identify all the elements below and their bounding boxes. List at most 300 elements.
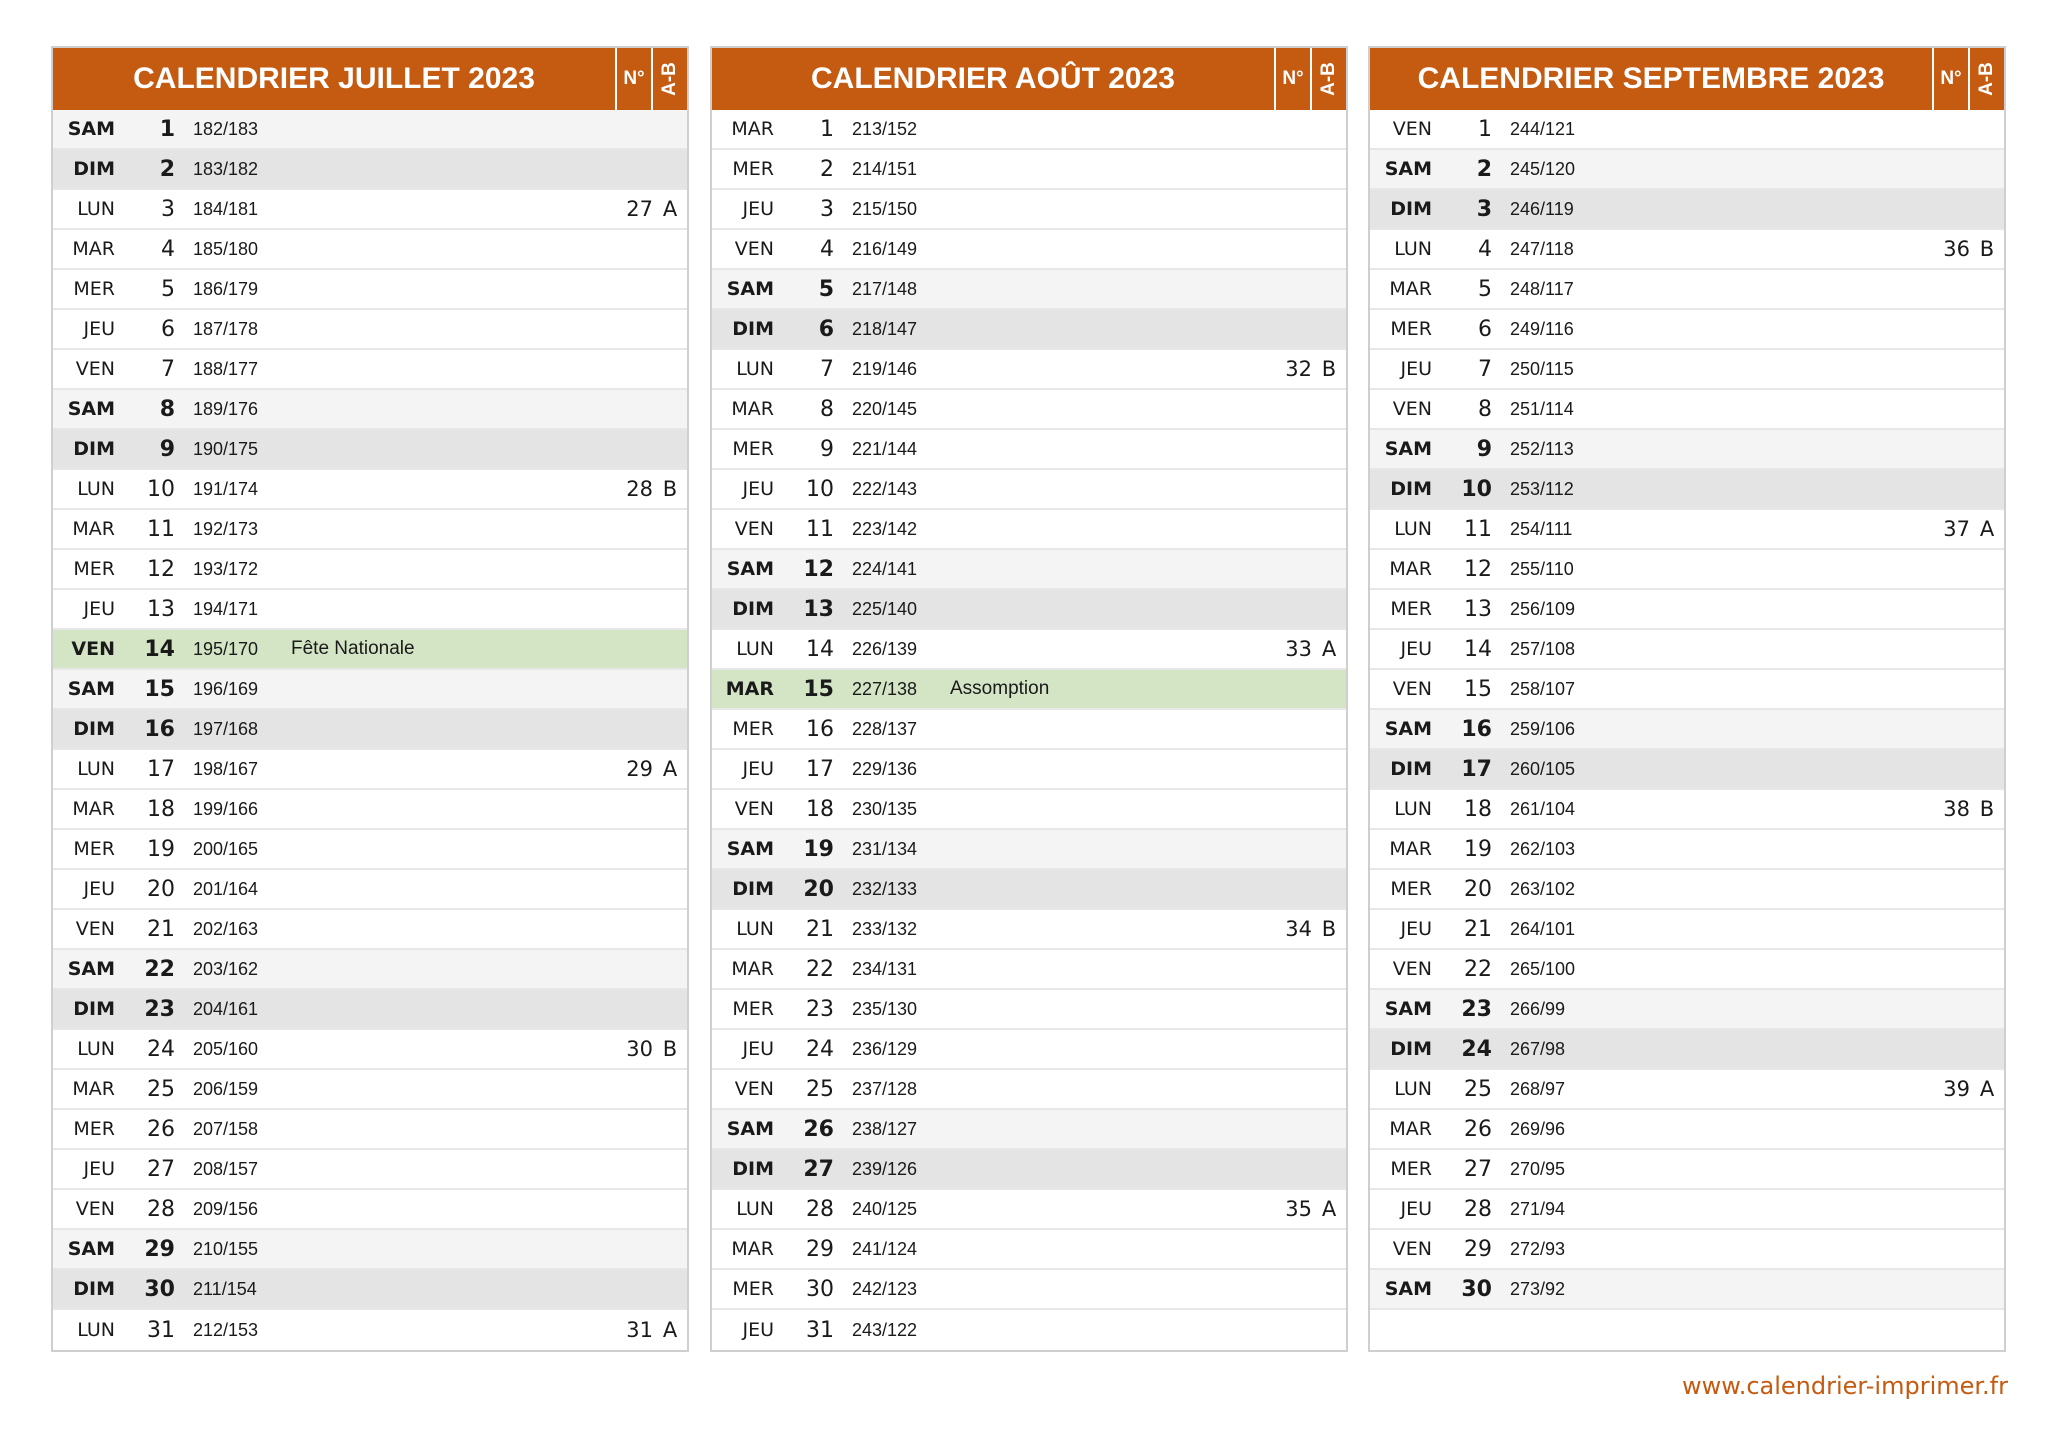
day-of-year: 211/154 [193, 1278, 257, 1299]
day-of-week: MER [1390, 598, 1432, 620]
day-number: 5 [1478, 276, 1492, 302]
month-title: CALENDRIER JUILLET 2023 [133, 62, 535, 95]
day-of-year: 267/98 [1510, 1038, 1566, 1059]
day-of-year: 185/180 [193, 238, 259, 259]
day-of-year: 210/155 [193, 1238, 259, 1259]
day-of-week: MER [732, 438, 774, 460]
day-number: 26 [147, 1116, 175, 1142]
day-number: 30 [144, 1276, 175, 1302]
day-number: 10 [147, 476, 175, 502]
day-of-year: 201/164 [193, 878, 259, 899]
day-row [1370, 750, 2004, 790]
week-ab: A [662, 757, 678, 781]
day-row [1370, 1070, 2004, 1110]
day-of-year: 183/182 [193, 158, 259, 179]
day-of-year: 266/99 [1510, 998, 1566, 1019]
day-row [1370, 270, 2004, 310]
day-row [53, 870, 687, 910]
day-row [1370, 470, 2004, 510]
day-of-year: 236/129 [852, 1038, 918, 1059]
day-row [1370, 390, 2004, 430]
day-number: 23 [806, 996, 834, 1022]
day-number: 1 [820, 116, 834, 142]
day-of-week: JEU [83, 1158, 115, 1180]
week-ab: B [662, 1037, 678, 1061]
day-number: 30 [806, 1276, 834, 1302]
day-of-week: SAM [1384, 718, 1432, 740]
day-row [712, 830, 1346, 870]
day-number: 19 [147, 836, 175, 862]
day-row [53, 1150, 687, 1190]
day-number: 15 [1464, 676, 1492, 702]
day-of-year: 232/133 [852, 878, 918, 899]
day-rows [712, 110, 1346, 1350]
day-number: 26 [1464, 1116, 1492, 1142]
day-of-year: 257/108 [1510, 638, 1576, 659]
day-of-year: 252/113 [1510, 438, 1574, 459]
week-number: 35 [1285, 1197, 1312, 1221]
day-row [712, 1230, 1346, 1270]
day-number: 5 [161, 276, 175, 302]
day-of-year: 206/159 [193, 1078, 259, 1099]
day-of-year: 226/139 [852, 638, 918, 659]
day-number: 16 [1461, 716, 1492, 742]
day-number: 16 [144, 716, 175, 742]
day-of-year: 273/92 [1510, 1278, 1566, 1299]
day-of-week: SAM [726, 838, 774, 860]
day-of-year: 263/102 [1510, 878, 1576, 899]
day-number: 24 [147, 1036, 175, 1062]
day-row [1370, 1030, 2004, 1070]
day-of-week: MER [73, 558, 115, 580]
day-row [53, 1270, 687, 1310]
day-row [1370, 670, 2004, 710]
day-of-week: VEN [734, 1078, 774, 1100]
day-of-week: MER [732, 158, 774, 180]
day-row [53, 910, 687, 950]
day-of-week: JEU [742, 1319, 774, 1341]
day-of-year: 222/143 [852, 478, 918, 499]
day-of-week: MER [1390, 878, 1432, 900]
day-row [712, 590, 1346, 630]
day-rows [53, 110, 687, 1350]
day-row [1370, 990, 2004, 1030]
day-of-week: JEU [1400, 638, 1432, 660]
day-of-year: 229/136 [852, 758, 918, 779]
day-number: 28 [147, 1196, 175, 1222]
day-of-year: 233/132 [852, 918, 918, 939]
day-of-week: JEU [83, 598, 115, 620]
day-row [53, 1190, 687, 1230]
day-of-year: 219/146 [852, 358, 918, 379]
day-row [712, 990, 1346, 1030]
day-row [1370, 710, 2004, 750]
day-row [53, 550, 687, 590]
day-number: 19 [803, 836, 834, 862]
day-number: 31 [147, 1317, 175, 1343]
day-row [1370, 1310, 2004, 1350]
day-row [1370, 1110, 2004, 1150]
day-of-year: 208/157 [193, 1158, 259, 1179]
day-of-year: 269/96 [1510, 1118, 1566, 1139]
day-row [1370, 790, 2004, 830]
day-of-year: 243/122 [852, 1319, 918, 1340]
day-row [1370, 510, 2004, 550]
week-number: 33 [1285, 637, 1312, 661]
day-of-week: JEU [742, 758, 774, 780]
day-number: 19 [1464, 836, 1492, 862]
day-of-week: LUN [77, 478, 115, 500]
day-of-week: VEN [71, 638, 115, 660]
day-row [1370, 910, 2004, 950]
day-rows [1370, 110, 2004, 1350]
day-of-year: 270/95 [1510, 1158, 1566, 1179]
day-of-week: LUN [77, 1319, 115, 1341]
day-of-week: MAR [731, 1238, 774, 1260]
day-row [1370, 830, 2004, 870]
day-of-week: LUN [1394, 798, 1432, 820]
day-number: 25 [1464, 1076, 1492, 1102]
day-row [53, 1030, 687, 1070]
day-of-year: 227/138 [852, 678, 918, 699]
day-of-year: 197/168 [193, 718, 259, 739]
day-of-week: SAM [67, 118, 115, 140]
day-of-year: 189/176 [193, 398, 259, 419]
day-of-year: 224/141 [852, 558, 918, 579]
day-number: 31 [806, 1317, 834, 1343]
day-event: Assomption [950, 678, 1050, 699]
day-of-year: 241/124 [852, 1238, 918, 1259]
day-row [53, 430, 687, 470]
day-number: 29 [806, 1236, 834, 1262]
day-of-week: LUN [1394, 238, 1432, 260]
day-number: 4 [1478, 236, 1492, 262]
day-of-week: MER [73, 278, 115, 300]
week-number-header: N° [1274, 48, 1310, 110]
day-of-year: 214/151 [852, 158, 918, 179]
day-of-year: 268/97 [1510, 1078, 1566, 1099]
day-number: 14 [1464, 636, 1492, 662]
day-number: 29 [144, 1236, 175, 1262]
day-row [1370, 190, 2004, 230]
day-number: 10 [1461, 476, 1492, 502]
day-row [53, 670, 687, 710]
week-number: 29 [626, 757, 653, 781]
day-of-week: LUN [77, 1038, 115, 1060]
day-of-week: MAR [731, 958, 774, 980]
day-of-year: 209/156 [193, 1198, 259, 1219]
day-row [712, 910, 1346, 950]
day-number: 25 [147, 1076, 175, 1102]
week-ab-header: A-B [651, 48, 687, 110]
day-number: 9 [820, 436, 834, 462]
day-of-week: MAR [72, 238, 115, 260]
day-number: 24 [1461, 1036, 1492, 1062]
day-number: 3 [161, 196, 175, 222]
day-number: 6 [1478, 316, 1492, 342]
day-of-week: VEN [75, 918, 115, 940]
day-of-week: JEU [742, 478, 774, 500]
day-of-week: SAM [67, 958, 115, 980]
day-number: 20 [803, 876, 834, 902]
day-of-week: MAR [1389, 838, 1432, 860]
day-number: 18 [147, 796, 175, 822]
day-of-year: 193/172 [193, 558, 259, 579]
day-of-week: MER [73, 1118, 115, 1140]
day-number: 20 [1464, 876, 1492, 902]
day-number: 7 [161, 356, 175, 382]
day-number: 11 [1464, 516, 1492, 542]
day-of-year: 218/147 [852, 318, 918, 339]
month-header [53, 48, 687, 110]
day-row [53, 150, 687, 190]
day-row [712, 1310, 1346, 1350]
day-of-week: VEN [734, 518, 774, 540]
day-of-year: 194/171 [193, 598, 259, 619]
day-of-year: 198/167 [193, 758, 259, 779]
week-ab: A [662, 197, 678, 221]
day-number: 18 [806, 796, 834, 822]
day-of-year: 240/125 [852, 1198, 918, 1219]
day-number: 4 [820, 236, 834, 262]
day-of-week: SAM [1384, 1278, 1432, 1300]
day-of-year: 253/112 [1510, 478, 1574, 499]
day-of-week: DIM [73, 1278, 115, 1300]
day-number: 2 [159, 156, 175, 182]
day-of-week: DIM [732, 318, 774, 340]
week-ab: B [1321, 917, 1337, 941]
day-number: 15 [803, 676, 834, 702]
day-row [712, 230, 1346, 270]
day-of-week: VEN [75, 1198, 115, 1220]
calendar-july [51, 46, 689, 1352]
week-number-header: N° [615, 48, 651, 110]
day-of-week: MAR [72, 798, 115, 820]
day-of-week: MER [732, 1278, 774, 1300]
week-number-header: N° [1932, 48, 1968, 110]
day-number: 14 [806, 636, 834, 662]
day-row [53, 470, 687, 510]
day-row [1370, 350, 2004, 390]
day-of-year: 190/175 [193, 438, 259, 459]
day-of-year: 196/169 [193, 678, 259, 699]
day-of-week: MAR [1389, 278, 1432, 300]
day-row [712, 1070, 1346, 1110]
day-number: 27 [147, 1156, 175, 1182]
day-number: 15 [144, 676, 175, 702]
day-row [712, 550, 1346, 590]
day-number: 9 [159, 436, 175, 462]
day-row [712, 190, 1346, 230]
day-number: 5 [818, 276, 834, 302]
day-of-year: 217/148 [852, 278, 918, 299]
day-of-year: 184/181 [193, 198, 259, 219]
day-row [712, 950, 1346, 990]
day-of-year: 187/178 [193, 318, 259, 339]
day-of-week: DIM [73, 438, 115, 460]
day-of-year: 228/137 [852, 718, 918, 739]
day-of-year: 216/149 [852, 238, 918, 259]
day-row [1370, 310, 2004, 350]
day-row [53, 230, 687, 270]
week-number: 39 [1943, 1077, 1970, 1101]
day-number: 8 [159, 396, 175, 422]
day-number: 3 [820, 196, 834, 222]
day-of-year: 259/106 [1510, 718, 1576, 739]
day-row [53, 270, 687, 310]
day-of-week: LUN [77, 758, 115, 780]
day-of-year: 246/119 [1510, 198, 1574, 219]
day-of-year: 182/183 [193, 118, 259, 139]
day-row [712, 1190, 1346, 1230]
day-row [1370, 230, 2004, 270]
day-of-week: MER [1390, 318, 1432, 340]
day-of-week: MAR [1389, 1118, 1432, 1140]
day-row [712, 390, 1346, 430]
day-number: 23 [1461, 996, 1492, 1022]
day-number: 12 [803, 556, 834, 582]
website-link[interactable]: www.calendrier-imprimer.fr [1682, 1372, 2008, 1400]
day-row [53, 110, 687, 150]
day-row [53, 750, 687, 790]
day-row [53, 590, 687, 630]
day-of-week: JEU [83, 878, 115, 900]
day-of-week: DIM [732, 878, 774, 900]
day-of-week: JEU [1400, 918, 1432, 940]
day-of-year: 260/105 [1510, 758, 1576, 779]
day-of-week: JEU [1400, 1198, 1432, 1220]
day-number: 16 [806, 716, 834, 742]
day-row [53, 630, 687, 670]
day-of-year: 271/94 [1510, 1198, 1566, 1219]
day-of-week: LUN [736, 1198, 774, 1220]
day-of-week: DIM [73, 718, 115, 740]
day-number: 27 [1464, 1156, 1492, 1182]
day-row [1370, 590, 2004, 630]
day-of-week: VEN [734, 238, 774, 260]
day-row [1370, 550, 2004, 590]
day-number: 18 [1464, 796, 1492, 822]
day-of-year: 265/100 [1510, 958, 1576, 979]
day-of-year: 231/134 [852, 838, 918, 859]
day-row [1370, 150, 2004, 190]
day-number: 28 [806, 1196, 834, 1222]
day-row [712, 270, 1346, 310]
day-of-week: DIM [732, 1158, 774, 1180]
day-number: 4 [161, 236, 175, 262]
day-row [1370, 1190, 2004, 1230]
day-of-year: 204/161 [193, 998, 259, 1019]
day-of-year: 250/115 [1510, 358, 1574, 379]
day-of-year: 239/126 [852, 1158, 918, 1179]
day-of-year: 213/152 [852, 118, 918, 139]
day-of-week: JEU [742, 1038, 774, 1060]
day-of-year: 188/177 [193, 358, 259, 379]
day-number: 2 [820, 156, 834, 182]
day-row [712, 110, 1346, 150]
day-number: 6 [161, 316, 175, 342]
day-of-week: DIM [73, 158, 115, 180]
day-number: 24 [806, 1036, 834, 1062]
day-row [712, 630, 1346, 670]
day-row [53, 390, 687, 430]
day-number: 11 [147, 516, 175, 542]
day-of-year: 221/144 [852, 438, 918, 459]
day-of-year: 234/131 [852, 958, 918, 979]
day-of-week: SAM [67, 678, 115, 700]
day-of-week: SAM [1384, 438, 1432, 460]
day-row [1370, 430, 2004, 470]
day-of-year: 223/142 [852, 518, 918, 539]
calendar-september [1368, 46, 2006, 1352]
day-of-year: 225/140 [852, 598, 918, 619]
day-row [1370, 870, 2004, 910]
week-ab-header: A-B [1310, 48, 1346, 110]
day-row [53, 1110, 687, 1150]
day-number: 6 [818, 316, 834, 342]
day-event: Fête Nationale [291, 638, 415, 659]
day-of-week: DIM [73, 998, 115, 1020]
day-row [53, 1310, 687, 1350]
day-of-year: 247/118 [1510, 238, 1574, 259]
day-of-year: 215/150 [852, 198, 918, 219]
day-of-year: 212/153 [193, 1319, 259, 1340]
day-row [1370, 1270, 2004, 1310]
week-ab: B [1979, 237, 1995, 261]
day-of-week: LUN [736, 918, 774, 940]
day-of-year: 186/179 [193, 278, 259, 299]
week-ab: B [1321, 357, 1337, 381]
week-ab: A [1979, 1077, 1995, 1101]
day-row [712, 750, 1346, 790]
day-row [712, 870, 1346, 910]
day-row [712, 510, 1346, 550]
day-number: 21 [1464, 916, 1492, 942]
day-of-week: VEN [1392, 958, 1432, 980]
day-row [712, 470, 1346, 510]
day-of-week: VEN [734, 798, 774, 820]
day-number: 21 [806, 916, 834, 942]
day-row [53, 510, 687, 550]
day-of-year: 205/160 [193, 1038, 259, 1059]
day-number: 14 [144, 636, 175, 662]
week-number: 27 [626, 197, 653, 221]
day-number: 22 [1464, 956, 1492, 982]
day-of-year: 249/116 [1510, 318, 1574, 339]
day-of-year: 238/127 [852, 1118, 918, 1139]
day-of-year: 255/110 [1510, 558, 1574, 579]
day-of-week: VEN [1392, 118, 1432, 140]
week-ab: B [662, 477, 678, 501]
week-ab: B [1979, 797, 1995, 821]
day-of-year: 202/163 [193, 918, 259, 939]
week-number: 30 [626, 1037, 653, 1061]
day-number: 26 [803, 1116, 834, 1142]
day-number: 21 [147, 916, 175, 942]
day-of-year: 248/117 [1510, 278, 1574, 299]
day-of-year: 200/165 [193, 838, 259, 859]
day-of-year: 191/174 [193, 478, 259, 499]
day-number: 3 [1476, 196, 1492, 222]
day-row [712, 1270, 1346, 1310]
day-number: 17 [806, 756, 834, 782]
day-of-year: 256/109 [1510, 598, 1576, 619]
day-of-year: 199/166 [193, 798, 259, 819]
day-number: 25 [806, 1076, 834, 1102]
day-of-week: MER [73, 838, 115, 860]
week-number: 37 [1943, 517, 1970, 541]
day-of-week: VEN [1392, 678, 1432, 700]
